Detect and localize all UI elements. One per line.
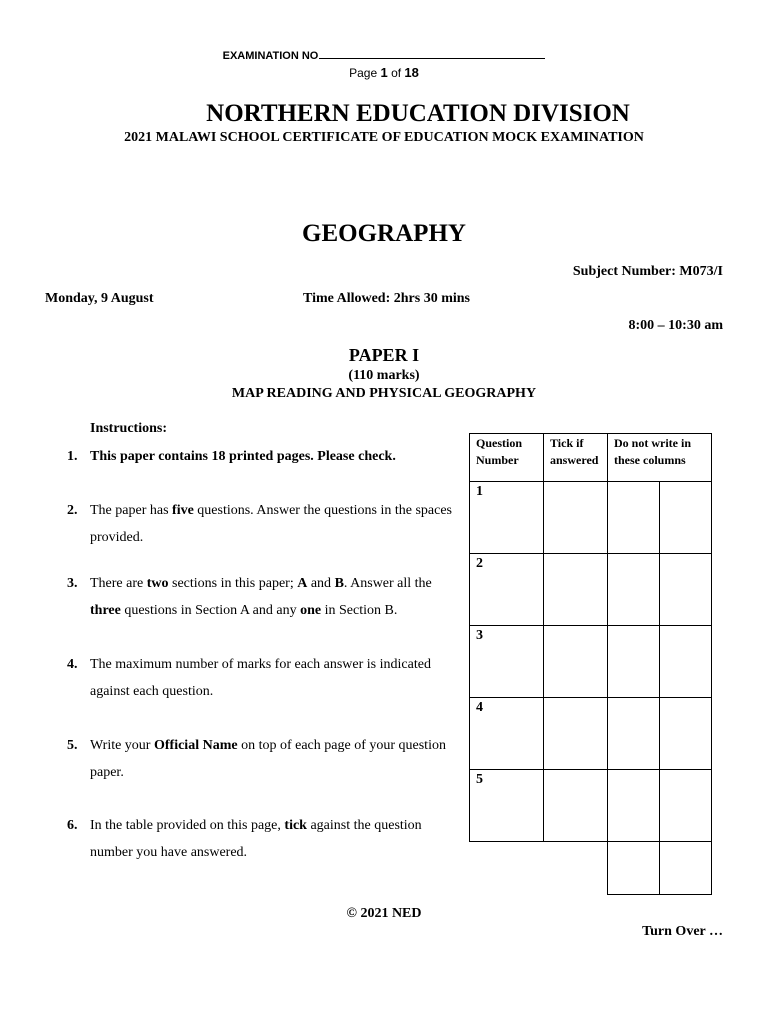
instruction-item bbox=[62, 443, 462, 470]
page-current: 1 bbox=[380, 65, 388, 80]
instruction-item bbox=[62, 732, 462, 786]
question-number-label: 2 bbox=[476, 556, 483, 571]
instruction-text-emphasis: two bbox=[146, 576, 169, 591]
subject-title: GEOGRAPHY bbox=[302, 220, 466, 247]
paper-section-title: MAP READING AND PHYSICAL GEOGRAPHY bbox=[231, 386, 537, 401]
copyright: © 2021 NED bbox=[346, 906, 422, 921]
page-counter bbox=[0, 65, 768, 80]
time-allowed: Time Allowed: 2hrs 30 mins bbox=[303, 291, 470, 306]
examiner-cell bbox=[659, 769, 712, 842]
instruction-text-part: This paper contains 18 printed pages. Please check. bbox=[90, 449, 396, 464]
page-of: of bbox=[391, 66, 402, 80]
table-header-label: Do not write in these columns bbox=[614, 436, 691, 467]
instruction-text-emphasis: B bbox=[334, 576, 344, 591]
instruction-text-emphasis: tick bbox=[284, 818, 307, 833]
question-number-label: 4 bbox=[476, 700, 483, 715]
tick-cell-2[interactable] bbox=[543, 553, 608, 626]
instruction-text-part: questions in Section A and any bbox=[120, 603, 301, 618]
table-header-tick bbox=[543, 433, 608, 482]
table-row-question-2 bbox=[469, 553, 544, 626]
table-header-question-number bbox=[469, 433, 544, 482]
instruction-item bbox=[62, 570, 462, 624]
instruction-item bbox=[62, 497, 462, 551]
instruction-text-part: and bbox=[307, 576, 335, 591]
tick-cell-4[interactable] bbox=[543, 697, 608, 770]
paper-title: PAPER I bbox=[348, 345, 420, 365]
instruction-text bbox=[90, 732, 462, 786]
question-number-label: 3 bbox=[476, 628, 483, 643]
exam-subtitle: 2021 MALAWI SCHOOL CERTIFICATE OF EDUCATION MOCK EXAMINATION bbox=[124, 130, 644, 145]
instruction-item bbox=[62, 651, 462, 705]
instruction-item bbox=[62, 812, 462, 866]
table-row-question-3 bbox=[469, 625, 544, 698]
instruction-text-part: Write your bbox=[90, 738, 154, 753]
tick-cell-5[interactable] bbox=[543, 769, 608, 842]
instruction-number: 3. bbox=[67, 576, 78, 591]
page-total: 18 bbox=[404, 65, 419, 80]
examiner-cell bbox=[607, 625, 660, 698]
instruction-text-part: questions. Answer the questions in the spaces provided. bbox=[90, 503, 452, 545]
instruction-text-emphasis: A bbox=[297, 576, 308, 591]
examiner-total-cell bbox=[659, 841, 712, 895]
instruction-text bbox=[90, 443, 462, 470]
instruction-text bbox=[90, 812, 462, 866]
instruction-text-part: sections in this paper; bbox=[168, 576, 298, 591]
instruction-number: 2. bbox=[67, 503, 78, 518]
instructions-heading: Instructions: bbox=[90, 421, 168, 436]
question-number-label: 5 bbox=[476, 772, 483, 787]
examiner-cell bbox=[659, 697, 712, 770]
examination-number-blank bbox=[319, 47, 545, 59]
instruction-text bbox=[90, 651, 462, 705]
time-range: 8:00 – 10:30 am bbox=[628, 318, 723, 333]
examiner-total-cell bbox=[607, 841, 660, 895]
examiner-cell bbox=[607, 697, 660, 770]
instruction-text-emphasis: Official Name bbox=[153, 738, 238, 753]
instruction-text-part: on top of each page of your question paper. bbox=[90, 738, 446, 780]
instruction-number: 5. bbox=[67, 738, 78, 753]
division-title: NORTHERN EDUCATION DIVISION bbox=[206, 100, 630, 127]
examination-number-label: EXAMINATION NO bbox=[222, 50, 319, 62]
examiner-cell bbox=[659, 625, 712, 698]
examination-number-field bbox=[0, 47, 768, 62]
examiner-cell bbox=[659, 481, 712, 554]
tick-cell-3[interactable] bbox=[543, 625, 608, 698]
question-number-label: 1 bbox=[476, 484, 483, 499]
instruction-text-part: . Answer all the bbox=[343, 576, 432, 591]
table-row-question-1 bbox=[469, 481, 544, 554]
exam-date: Monday, 9 August bbox=[45, 291, 154, 306]
instruction-text-part: in Section B. bbox=[321, 603, 398, 618]
instruction-text-part: In the table provided on this page, bbox=[90, 818, 285, 833]
instruction-number: 4. bbox=[67, 657, 78, 672]
table-row-question-5 bbox=[469, 769, 544, 842]
instruction-number: 6. bbox=[67, 818, 78, 833]
subject-number: Subject Number: M073/I bbox=[572, 264, 723, 279]
page-word: Page bbox=[349, 66, 378, 80]
examiner-cell bbox=[607, 481, 660, 554]
instruction-number: 1. bbox=[67, 449, 78, 464]
examiner-cell bbox=[659, 553, 712, 626]
table-row-question-4 bbox=[469, 697, 544, 770]
examiner-cell bbox=[607, 769, 660, 842]
instruction-text bbox=[90, 497, 462, 551]
turn-over-note: Turn Over … bbox=[642, 924, 723, 939]
paper-marks: (110 marks) bbox=[348, 368, 420, 383]
instruction-text-emphasis: one bbox=[300, 603, 322, 618]
table-header-label: Question Number bbox=[476, 436, 523, 467]
table-header-do-not-write bbox=[607, 433, 712, 482]
examiner-cell bbox=[607, 553, 660, 626]
table-header-label: Tick if answered bbox=[550, 436, 599, 467]
instruction-text-part: The paper has bbox=[90, 503, 173, 518]
instruction-text-emphasis: five bbox=[172, 503, 194, 518]
instruction-text-part: The maximum number of marks for each answer is indicated against each question. bbox=[90, 657, 431, 699]
tick-cell-1[interactable] bbox=[543, 481, 608, 554]
instruction-text-part: against the question number you have answered. bbox=[90, 818, 422, 860]
instruction-text-part: There are bbox=[90, 576, 147, 591]
instruction-text-emphasis: three bbox=[90, 603, 121, 618]
instruction-text bbox=[90, 570, 462, 624]
